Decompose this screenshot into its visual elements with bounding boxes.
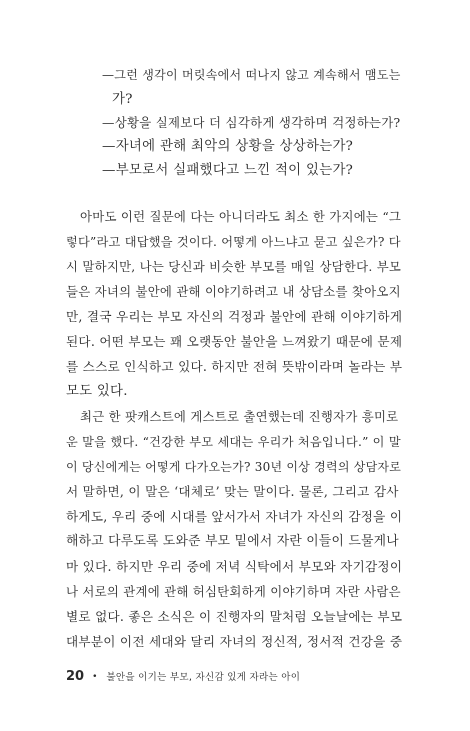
question-item: —부모로서 실패했다고 느낀 적이 있는가? <box>102 163 354 178</box>
paragraph-line: 하게도, 우리 중에 시대를 앞서가서 자녀가 자신의 감정을 이 <box>66 509 403 524</box>
paragraph-line: 모도 있다. <box>66 384 128 399</box>
question-item: —그런 생각이 머릿속에서 떠나지 않고 계속해서 맴도는 <box>102 68 401 82</box>
paragraph-line: 를 스스로 인식하고 있다. 하지만 전혀 뜻밖이라며 놀라는 부 <box>66 359 403 374</box>
paragraph-line: 된다. 어떤 부모는 꽤 오랫동안 불안을 느껴왔기 때문에 문제 <box>66 334 403 349</box>
paragraph-line: 서 말하면, 이 말은 ‘대체로’ 맞는 말이다. 물론, 그리고 감사 <box>66 484 399 499</box>
page-footer <box>66 669 300 684</box>
paragraph-line: 최근 한 팟캐스트에 게스트로 출연했는데 진행자가 흥미로 <box>80 409 399 424</box>
paragraph-line: 나 서로의 관계에 관해 허심탄회하게 이야기하며 자란 사람은 <box>66 584 401 599</box>
paragraph-line: 운 말을 했다. “건강한 부모 세대는 우리가 처음입니다.” 이 말 <box>66 435 401 449</box>
paragraph-line: 대부분이 이전 세대와 달리 자녀의 정신적, 정서적 건강을 중 <box>66 634 403 649</box>
paragraph-line: 들은 자녀의 불안에 관해 이야기하려고 내 상담소를 찾아오지 <box>66 284 401 299</box>
paragraph-line: 마 있다. 하지만 우리 중에 저녁 식탁에서 부모와 자기감정이 <box>66 559 403 574</box>
bullet-separator: • <box>92 672 98 682</box>
running-title: 불안을 이기는 부모, 자신감 있게 자라는 아이 <box>106 672 301 683</box>
question-item: —자녀에 관해 최악의 상황을 상상하는가? <box>102 139 354 154</box>
paragraph-line: 시 말하지만, 나는 당신과 비슷한 부모를 매일 상담한다. 부모 <box>66 259 402 274</box>
question-item-continuation: 가? <box>112 92 133 107</box>
paragraph-line: 이 당신에게는 어떻게 다가오는가? 30년 이상 경력의 상담자로 <box>66 460 402 474</box>
paragraph-line: 해하고 다루도록 도와준 부모 밑에서 자란 이들이 드물게나 <box>66 534 399 549</box>
page-number: 20 <box>66 669 85 684</box>
paragraph-line: 만, 결국 우리는 부모 자신의 걱정과 불안에 관해 이야기하게 <box>66 309 403 324</box>
paragraph-line: 아마도 이런 질문에 다는 아니더라도 최소 한 가지에는 “그 <box>80 209 402 224</box>
question-item: —상황을 실제보다 더 심각하게 생각하며 걱정하는가? <box>102 115 401 130</box>
paragraph-line: 렇다”라고 대답했을 것이다. 어떻게 아느냐고 묻고 싶은가? 다 <box>66 235 401 249</box>
paragraph-line: 별로 없다. 좋은 소식은 이 진행자의 말처럼 오늘날에는 부모 <box>66 609 403 624</box>
